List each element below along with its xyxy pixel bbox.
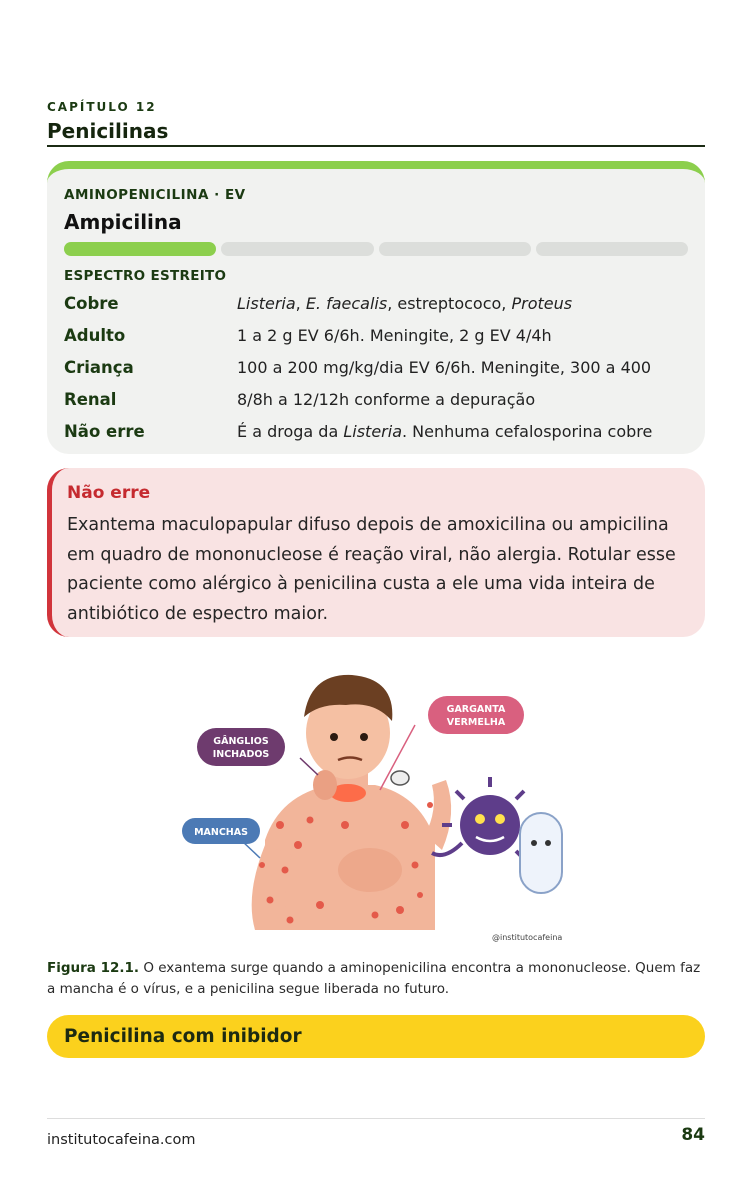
svg-text:INCHADOS: INCHADOS (212, 749, 270, 760)
drug-info-label: Não erre (64, 422, 145, 441)
figure-credit: @institutocafeina (492, 933, 563, 942)
spectrum-meter (64, 242, 688, 256)
drug-info-value: 100 a 200 mg/kg/dia EV 6/6h. Meningite, 300 a 400 (237, 358, 652, 377)
mononucleosis-rash-illustration (170, 665, 590, 950)
figure-caption-label: Figura 12.1. (47, 960, 140, 976)
spectrum-bar-empty (221, 242, 373, 256)
drug-info-label: Renal (64, 390, 117, 409)
svg-text:GÂNGLIOS: GÂNGLIOS (213, 736, 269, 747)
spectrum-bar-empty (536, 242, 688, 256)
drug-info-row (64, 422, 694, 454)
drug-info-label: Adulto (64, 326, 126, 345)
footer-site: institutocafeina.com (47, 1132, 196, 1148)
drug-name: Ampicilina (64, 210, 182, 234)
label-ganglios (197, 728, 285, 766)
drug-info-value: 8/8h a 12/12h conforme a depuração (237, 390, 536, 409)
drug-info-row (64, 294, 694, 326)
drug-info-label: Cobre (64, 294, 119, 313)
drug-card (47, 161, 705, 454)
section-header (47, 1015, 705, 1058)
warning-text: Exantema maculopapular difuso depois de amoxicilina ou ampicilina em quadro de mononucleose é reação viral, não alergia. Rotular esse paciente como alérgico à penicilina custa a ele uma vida inteira de antibiótico de espectro maior. (67, 515, 676, 624)
svg-text:VERMELHA: VERMELHA (446, 717, 506, 728)
page-number: 84 (681, 1125, 705, 1145)
spectrum-bar-filled (64, 242, 216, 256)
drug-info-row (64, 358, 694, 390)
figure-caption (47, 958, 705, 1000)
chapter-divider (47, 145, 705, 147)
warning-title: Não erre (67, 483, 151, 503)
drug-info-row (64, 390, 694, 422)
footer-divider (47, 1118, 705, 1119)
drug-info-label: Criança (64, 358, 134, 377)
drug-info-value: Listeria, E. faecalis, estreptococo, Proteus (237, 294, 573, 313)
drug-info-table (64, 294, 694, 454)
drug-category: AMINOPENICILINA · EV (64, 187, 246, 203)
page-title: Penicilinas (47, 119, 169, 143)
drug-info-value: É a droga da Listeria. Nenhuma cefalosporina cobre (237, 422, 653, 441)
warning-callout (47, 468, 705, 637)
label-garganta (428, 696, 524, 734)
chapter-label: CAPÍTULO 12 (47, 100, 157, 114)
svg-text:GARGANTA: GARGANTA (446, 704, 506, 715)
drug-info-row (64, 326, 694, 358)
figure-illustration (170, 665, 590, 950)
drug-info-value: 1 a 2 g EV 6/6h. Meningite, 2 g EV 4/4h (237, 326, 552, 345)
figure-caption-text: O exantema surge quando a aminopenicilina encontra a mononucleose. Quem faz a mancha é o vírus, e a penicilina segue liberada no futuro. (47, 960, 701, 997)
svg-text:MANCHAS: MANCHAS (194, 827, 248, 838)
spectrum-bar-empty (379, 242, 531, 256)
spectrum-label: ESPECTRO ESTREITO (64, 268, 227, 284)
section-title: Penicilina com inibidor (64, 1026, 302, 1047)
